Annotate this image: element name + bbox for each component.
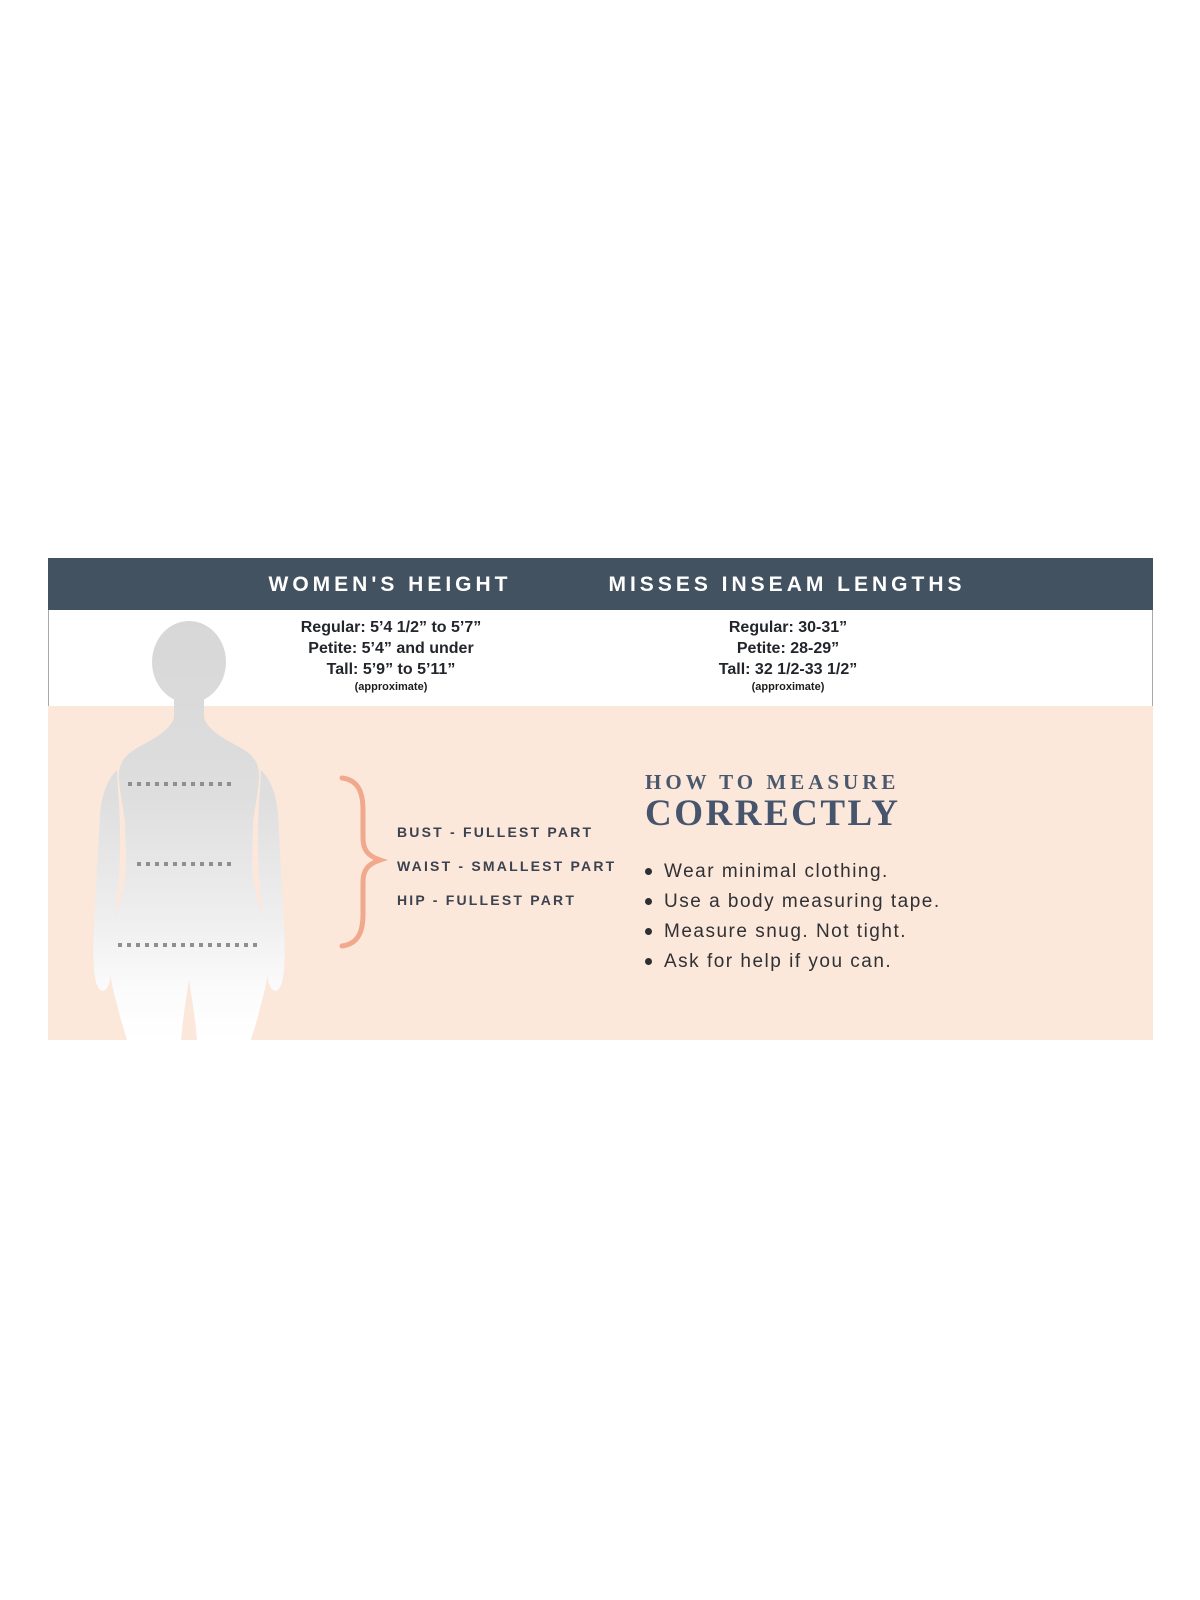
spec-line: Tall: 5’9” to 5’11”: [326, 661, 456, 678]
heading-line-2: CORRECTLY: [645, 793, 901, 834]
body-silhouette-figure: [85, 618, 295, 1040]
hip-dotted-line: [118, 943, 257, 947]
approximate-note: (approximate): [354, 681, 428, 693]
bust-dotted-line: [128, 782, 232, 786]
spec-line: Regular: 30-31”: [728, 619, 848, 636]
heading-line-1: HOW TO MEASURE: [645, 770, 900, 794]
spec-line: Petite: 5’4” and under: [308, 640, 474, 657]
approximate-note: (approximate): [751, 681, 825, 693]
bust-label: BUST - FULLEST PART: [397, 824, 594, 840]
tip-text: Ask for help if you can.: [664, 951, 893, 972]
height-specs: [301, 617, 482, 695]
spec-line: Petite: 28-29”: [736, 640, 840, 657]
bullet-dot: [645, 898, 652, 905]
tip-text: Measure snug. Not tight.: [664, 921, 907, 942]
hip-label: HIP - FULLEST PART: [397, 892, 577, 908]
inseam-specs: [719, 617, 857, 695]
women-height-title: WOMEN'S HEIGHT: [268, 573, 512, 596]
spec-line: Tall: 32 1/2-33 1/2”: [718, 661, 858, 678]
tip-item: [645, 887, 941, 917]
bullet-dot: [645, 868, 652, 875]
waist-label: WAIST - SMALLEST PART: [397, 858, 617, 874]
size-guide-infographic: [48, 558, 1153, 1040]
spec-line: Regular: 5’4 1/2” to 5’7”: [300, 619, 482, 636]
misses-inseam-title: MISSES INSEAM LENGTHS: [608, 573, 966, 596]
tip-item: [645, 857, 941, 887]
waist-dotted-line: [137, 862, 235, 866]
bullet-dot: [645, 928, 652, 935]
how-to-measure-heading: [645, 770, 901, 834]
tip-text: Wear minimal clothing.: [664, 861, 889, 882]
measuring-tips-list: [645, 857, 941, 977]
tip-item: [645, 947, 941, 977]
tip-text: Use a body measuring tape.: [664, 891, 941, 912]
header-bar: [48, 558, 1153, 610]
tip-item: [645, 917, 941, 947]
measurement-brace-graphic: [330, 772, 400, 952]
bullet-dot: [645, 958, 652, 965]
